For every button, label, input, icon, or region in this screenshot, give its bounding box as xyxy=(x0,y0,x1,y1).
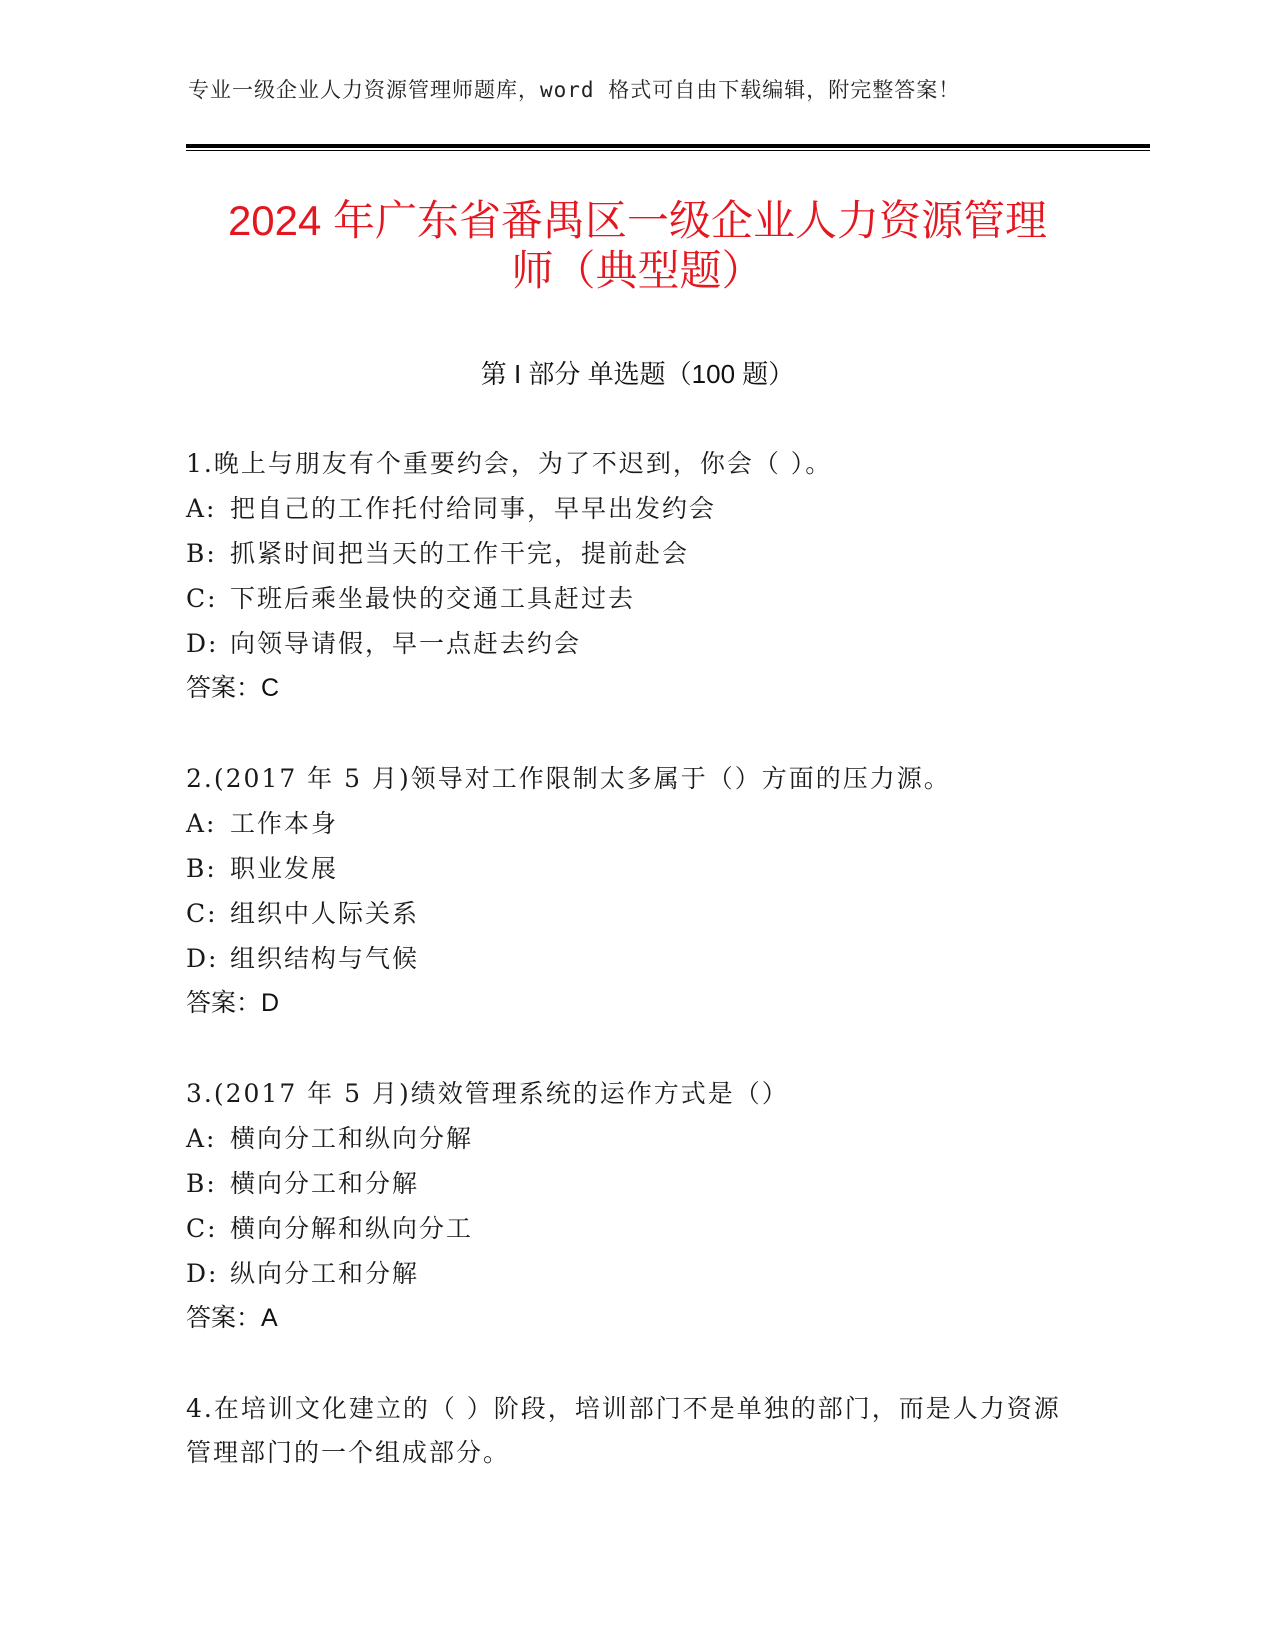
option-key: C: xyxy=(186,584,218,613)
option-text: 把自己的工作托付给同事，早早出发约会 xyxy=(230,494,717,523)
option-text: 向领导请假，早一点赶去约会 xyxy=(230,629,582,658)
option-text: 工作本身 xyxy=(230,809,339,838)
header-rule-thin xyxy=(186,150,1150,151)
document-title-line-1: 2024 年广东省番禺区一级企业人力资源管理 xyxy=(227,197,1048,244)
option-key: D: xyxy=(186,629,219,658)
option-text: 职业发展 xyxy=(230,854,339,883)
section-heading: 第 I 部分 单选题（100 题） xyxy=(480,359,795,389)
option-key: D: xyxy=(186,1259,219,1288)
question-stem: 3.(2017 年 5 月)绩效管理系统的运作方式是（） xyxy=(186,1079,789,1108)
question-item xyxy=(186,442,1076,711)
question-option-a xyxy=(186,801,1076,846)
option-text: 横向分工和分解 xyxy=(230,1169,420,1198)
question-answer: 答案：A xyxy=(186,1304,278,1332)
question-stem: 2.(2017 年 5 月)领导对工作限制太多属于（）方面的压力源。 xyxy=(186,764,951,793)
option-text: 组织结构与气候 xyxy=(230,944,420,973)
option-key: A: xyxy=(186,1124,217,1153)
question-stem: 1.晚上与朋友有个重要约会，为了不迟到，你会（ ）。 xyxy=(186,449,833,478)
option-key: B: xyxy=(186,539,217,568)
document-title-line-2: 师（典型题） xyxy=(511,247,764,294)
option-key: C: xyxy=(186,1214,218,1243)
question-option-d xyxy=(186,1251,1076,1296)
option-text: 下班后乘坐最快的交通工具赶过去 xyxy=(230,584,636,613)
option-text: 组织中人际关系 xyxy=(230,899,420,928)
question-answer: 答案：D xyxy=(186,989,280,1017)
header-note: 专业一级企业人力资源管理师题库，word 格式可自由下载编辑，附完整答案！ xyxy=(188,78,961,102)
question-answer: 答案：C xyxy=(186,674,280,702)
option-key: A: xyxy=(186,494,217,523)
option-key: C: xyxy=(186,899,218,928)
option-key: B: xyxy=(186,1169,217,1198)
question-option-c xyxy=(186,576,1076,621)
question-option-d xyxy=(186,621,1076,666)
question-option-c xyxy=(186,891,1076,936)
question-item xyxy=(186,1387,1076,1475)
question-option-a xyxy=(186,1116,1076,1161)
question-option-b xyxy=(186,1161,1076,1206)
question-option-c xyxy=(186,1206,1076,1251)
question-item xyxy=(186,1072,1076,1341)
option-text: 纵向分工和分解 xyxy=(230,1259,420,1288)
option-key: B: xyxy=(186,854,217,883)
option-key: D: xyxy=(186,944,219,973)
option-text: 横向分工和纵向分解 xyxy=(230,1124,474,1153)
question-option-b xyxy=(186,846,1076,891)
question-list xyxy=(186,442,1076,1521)
option-key: A: xyxy=(186,809,217,838)
question-option-a xyxy=(186,486,1076,531)
option-text: 横向分解和纵向分工 xyxy=(230,1214,474,1243)
header-rule-thick xyxy=(186,144,1150,148)
document-title xyxy=(0,196,1275,296)
question-option-d xyxy=(186,936,1076,981)
question-item xyxy=(186,757,1076,1026)
option-text: 抓紧时间把当天的工作干完，提前赴会 xyxy=(230,539,690,568)
question-stem: 4.在培训文化建立的（ ）阶段，培训部门不是单独的部门，而是人力资源管理部门的一个组成部分。 xyxy=(186,1394,1061,1467)
question-option-b xyxy=(186,531,1076,576)
